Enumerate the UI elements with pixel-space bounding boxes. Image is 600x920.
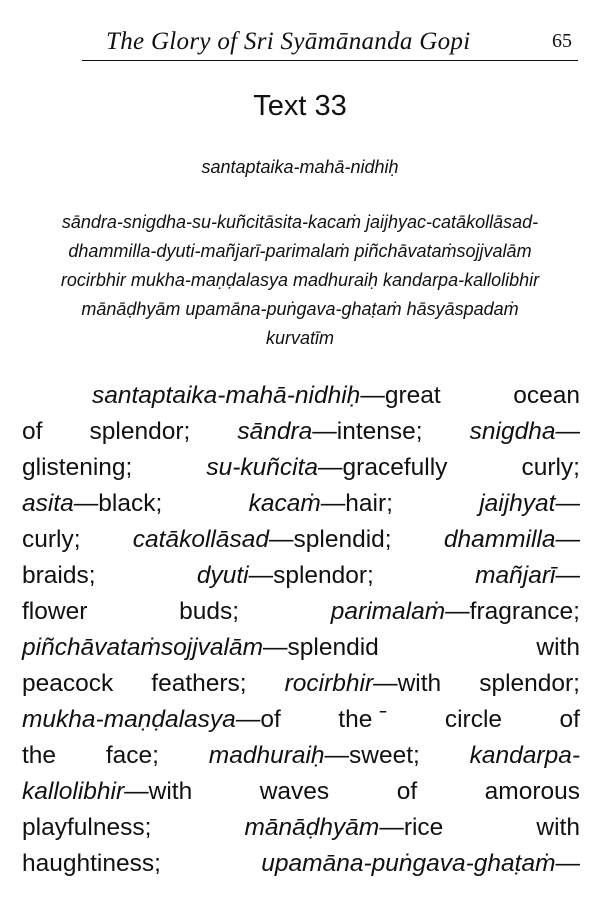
synonym-word: asita—black; [22,490,163,517]
synonym-word: upamāna-puṅgava-ghaṭaṁ— [261,850,580,877]
synonym-word: mañjarī— [475,562,580,589]
synonym-line [22,450,580,486]
synonym-word: jaijhyat— [479,490,580,517]
synonym-word [470,738,580,774]
synonym-word: kallolibhir—with [22,778,193,805]
synonym-word: the [22,742,57,769]
running-header [82,26,578,61]
verse-line: kurvatīm [265,328,334,348]
synonym-line [22,594,580,630]
synonym-line [22,378,580,414]
synonym-word: snigdha— [469,418,580,445]
sanskrit-term: su-kuñcita [206,454,319,481]
synonym-word: amorous [484,778,580,805]
synonym-word: with [536,814,580,841]
synonym-line [22,666,580,702]
verse-line: rocirbhir mukha-maṇḍalasya madhuraiḥ kandarpa-kallolibhir [60,270,540,290]
sanskrit-term: kacaṁ [248,490,321,517]
sanskrit-term: mañjarī [475,562,556,589]
sanskrit-term: kallolibhir [22,778,125,805]
synonym-word: haughtiness; [22,850,161,877]
sanskrit-term: snigdha [469,418,556,445]
synonym-word: of [559,706,580,733]
synonym-word: mānāḍhyām—rice [244,814,444,841]
sanskrit-term: santaptaika-mahā-nidhiḥ [92,382,361,409]
synonym-word: the ˉ [338,706,388,733]
synonym-line [22,702,580,738]
synonym-word: ocean [513,382,580,409]
sanskrit-term: upamāna-puṅgava-ghaṭaṁ [261,850,556,877]
synonym-word: dyuti—splendor; [196,562,374,589]
synonym-word: flower [22,598,88,625]
verse-line: dhammilla-dyuti-mañjarī-parimalaṁ piñchāvataṁsojjvalām [68,241,532,261]
synonym-word: su-kuñcita—gracefully [206,454,448,481]
synonym-line [22,486,580,522]
synonym-word: peacock [22,670,114,697]
synonym-word: circle [444,706,503,733]
sanskrit-term: kandarpa- [469,742,580,769]
synonym-word: parimalaṁ—fragrance; [330,598,580,625]
synonym-line [22,774,580,810]
synonym-line [22,414,580,450]
synonym-word: curly; [22,526,81,553]
text-heading: Text 33 [253,90,347,122]
sanskrit-term: jaijhyat [479,490,556,517]
sanskrit-term: catākollāsad [132,526,269,553]
synonym-line [22,810,580,846]
synonym-word: mukha-maṇḍalasya—of [22,706,281,733]
sanskrit-term: sāndra [237,418,313,445]
synonym-word: catākollāsad—splendid; [132,526,392,553]
synonyms-paragraph [22,378,580,882]
page-number: 65 [552,30,572,52]
sanskrit-term: mukha-maṇḍalasya [22,706,236,733]
sanskrit-term: asita [22,490,74,517]
synonym-word: face; [105,742,159,769]
verse-line: sāndra-snigdha-su-kuñcitāsita-kacaṁ jaijhyac-catākollāsad- [61,212,539,232]
synonym-word: playfulness; [22,814,152,841]
synonym-word: santaptaika-mahā-nidhiḥ—great [92,382,441,409]
sanskrit-term: mānāḍhyām [244,814,380,841]
verse-block [20,208,580,353]
synonym-word: glistening; [22,454,133,481]
sanskrit-term: dhammilla [443,526,556,553]
synonym-line [22,738,580,774]
sanskrit-term: dyuti [196,562,249,589]
sanskrit-term: piñchāvataṁsojjvalām [22,634,264,661]
synonym-word: splendor; [479,670,580,697]
synonym-word: sāndra—intense; [237,418,423,445]
synonym-word: braids; [22,562,96,589]
synonym-word: piñchāvataṁsojjvalām—splendid [22,634,379,661]
synonym-word: buds; [179,598,240,625]
sanskrit-term: rocirbhir [284,670,374,697]
synonym-word: of [22,418,43,445]
verse-title: santaptaika-mahā-nidhiḥ [201,157,399,177]
verse-line: mānāḍhyām upamāna-puṅgava-ghaṭaṁ hāsyāspadaṁ [81,299,519,319]
running-title: The Glory of Sri Syāmānanda Gopi [106,28,471,55]
synonym-word: curly; [521,454,580,481]
synonym-line [22,522,580,558]
synonym-word: dhammilla— [443,526,580,553]
synonym-word: feathers; [151,670,247,697]
sanskrit-term: parimalaṁ [330,598,446,625]
synonym-word: of [396,778,418,805]
synonym-line [22,846,580,882]
synonym-line [22,558,580,594]
synonym-word: rocirbhir—with [284,670,442,697]
synonym-word: splendor; [89,418,191,445]
synonym-line [22,630,580,666]
synonym-word: with [536,634,580,661]
sanskrit-term: madhuraiḥ [208,742,325,769]
synonym-word: madhuraiḥ—sweet; [208,742,420,769]
synonym-word: kacaṁ—hair; [248,490,393,517]
synonym-word: waves [259,778,330,805]
